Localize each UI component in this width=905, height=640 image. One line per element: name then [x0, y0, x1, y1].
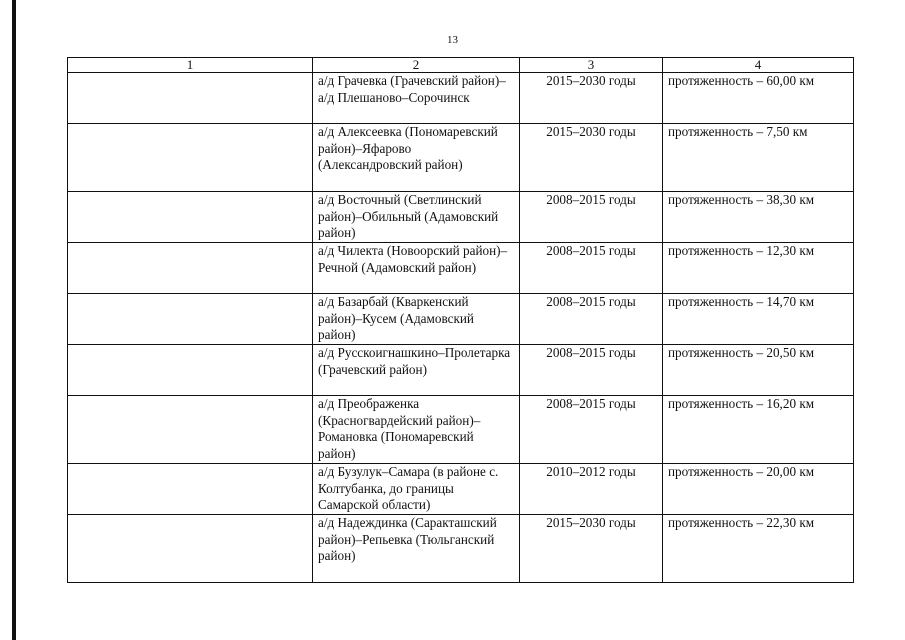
cell-col-1: [68, 243, 313, 294]
cell-period: 2015–2030 годы: [520, 73, 663, 124]
cell-road: а/д Алексеевка (Пономаревский район)–Яфарово (Александровский район): [313, 124, 520, 192]
cell-road: а/д Преображенка (Красногвардейский район)–Романовка (Пономаревский район): [313, 396, 520, 464]
page-number: 13: [447, 34, 458, 46]
cell-param: протяженность – 38,30 км: [663, 192, 854, 243]
cell-period: 2008–2015 годы: [520, 294, 663, 345]
table-row: [68, 192, 854, 243]
cell-road: а/д Бузулук–Самара (в районе с. Колтубанка, до границы Самарской области): [313, 464, 520, 515]
cell-col-1: [68, 345, 313, 396]
cell-param: протяженность – 22,30 км: [663, 515, 854, 583]
header-col-3: 3: [520, 58, 663, 73]
cell-param: протяженность – 12,30 км: [663, 243, 854, 294]
cell-param: протяженность – 7,50 км: [663, 124, 854, 192]
scan-edge-bar: [12, 0, 16, 640]
cell-col-1: [68, 515, 313, 583]
cell-col-1: [68, 124, 313, 192]
cell-period: 2010–2012 годы: [520, 464, 663, 515]
cell-param: протяженность – 60,00 км: [663, 73, 854, 124]
cell-period: 2008–2015 годы: [520, 243, 663, 294]
cell-road: а/д Русскоигнашкино–Пролетарка (Грачевский район): [313, 345, 520, 396]
cell-road: а/д Надеждинка (Саракташский район)–Репьевка (Тюльганский район): [313, 515, 520, 583]
cell-period: 2015–2030 годы: [520, 124, 663, 192]
cell-col-1: [68, 396, 313, 464]
table-row: [68, 345, 854, 396]
cell-col-1: [68, 464, 313, 515]
cell-col-1: [68, 192, 313, 243]
cell-param: протяженность – 20,50 км: [663, 345, 854, 396]
header-col-1: 1: [68, 58, 313, 73]
cell-param: протяженность – 20,00 км: [663, 464, 854, 515]
cell-param: протяженность – 16,20 км: [663, 396, 854, 464]
table-row: [68, 464, 854, 515]
table-row: [68, 124, 854, 192]
header-col-2: 2: [313, 58, 520, 73]
cell-road: а/д Грачевка (Грачевский район)–а/д Плешаново–Сорочинск: [313, 73, 520, 124]
cell-period: 2015–2030 годы: [520, 515, 663, 583]
header-col-4: 4: [663, 58, 854, 73]
table-row: [68, 396, 854, 464]
cell-road: а/д Чилекта (Новоорский район)–Речной (Адамовский район): [313, 243, 520, 294]
table-row: [68, 73, 854, 124]
table-row: [68, 243, 854, 294]
cell-period: 2008–2015 годы: [520, 345, 663, 396]
cell-col-1: [68, 73, 313, 124]
cell-period: 2008–2015 годы: [520, 192, 663, 243]
table-row: [68, 515, 854, 583]
data-table: [67, 57, 854, 583]
cell-period: 2008–2015 годы: [520, 396, 663, 464]
cell-road: а/д Восточный (Светлинский район)–Обильный (Адамовский район): [313, 192, 520, 243]
cell-col-1: [68, 294, 313, 345]
table-row: [68, 294, 854, 345]
header-row: [68, 58, 854, 73]
cell-param: протяженность – 14,70 км: [663, 294, 854, 345]
cell-road: а/д Базарбай (Кваркенский район)–Кусем (Адамовский район): [313, 294, 520, 345]
